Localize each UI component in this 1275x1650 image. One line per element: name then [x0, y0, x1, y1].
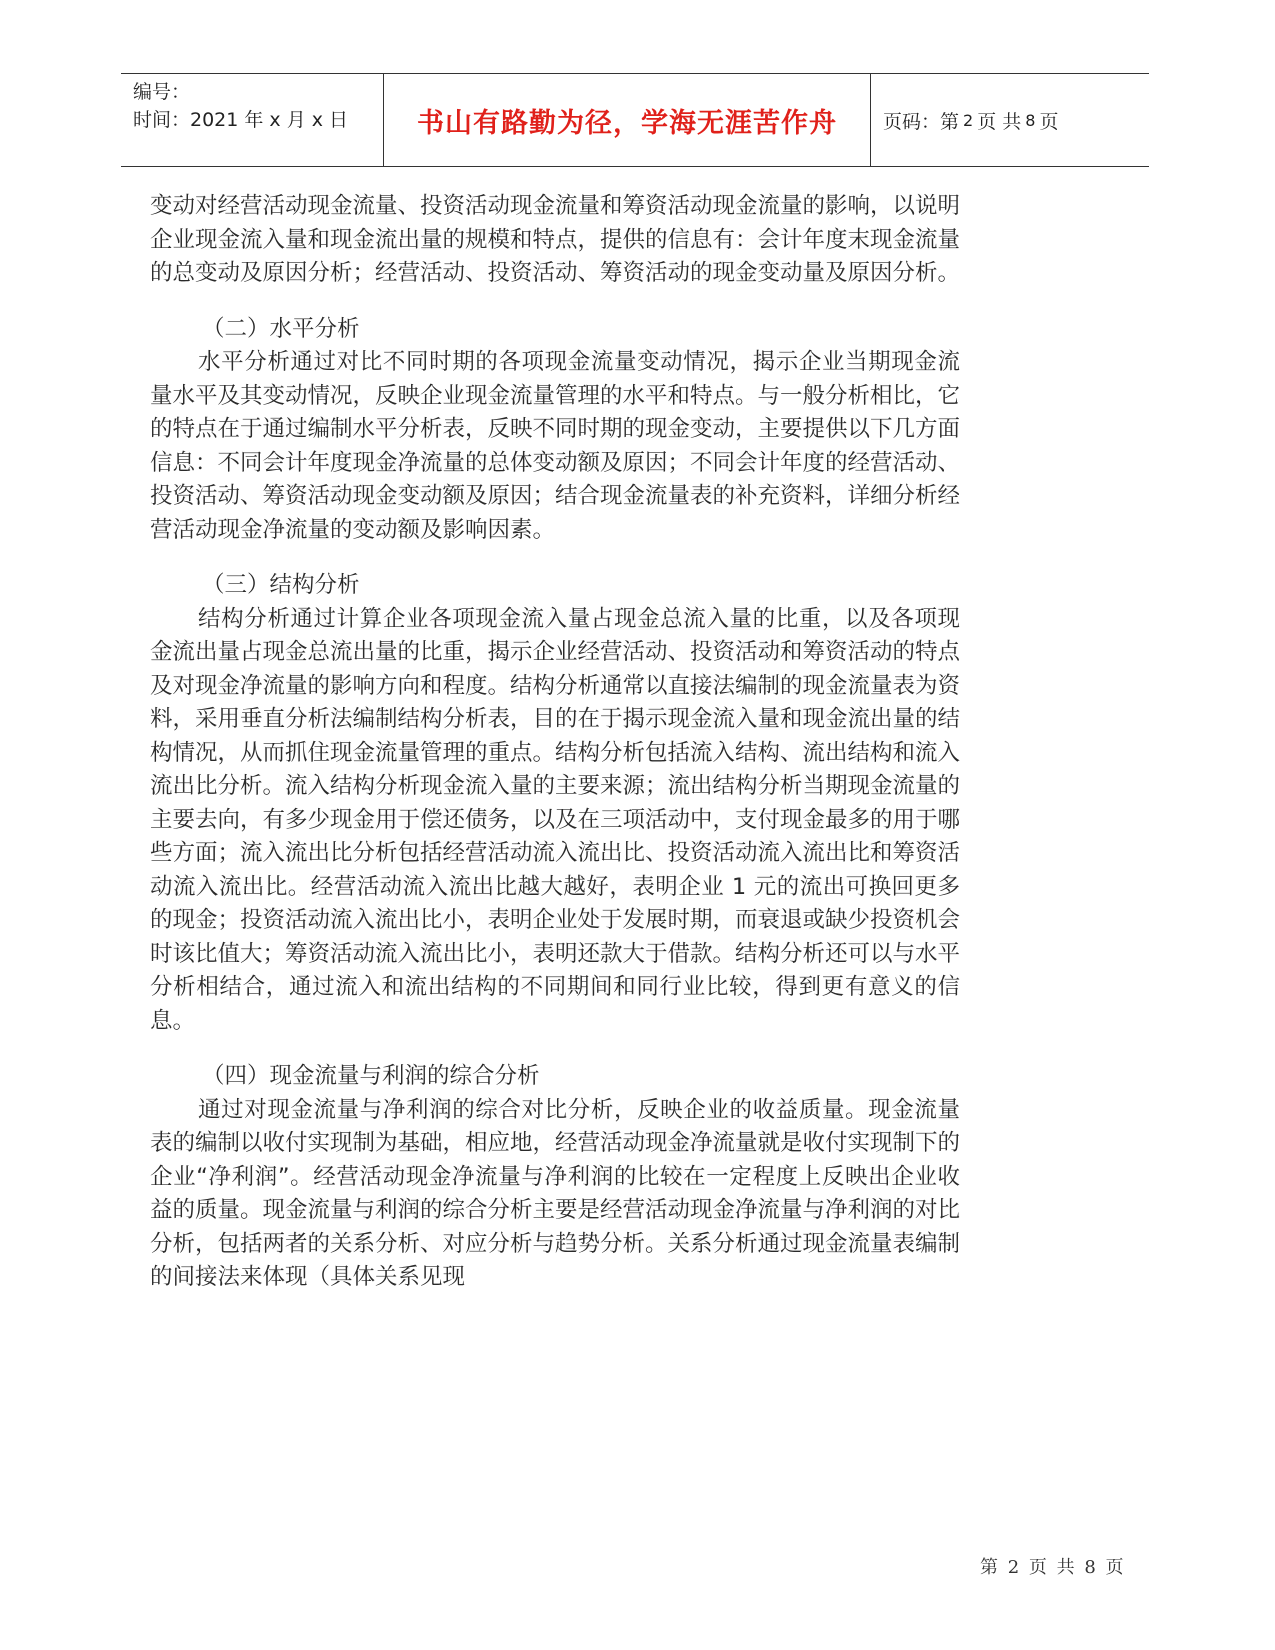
- section-heading-cashflow-profit-analysis: （四）现金流量与利润的综合分析: [202, 1063, 540, 1089]
- header-meta: [121, 74, 384, 166]
- page-total: 8: [1025, 110, 1036, 130]
- paragraph-horizontal-analysis: 水平分析通过对比不同时期的各项现金流量变动情况，揭示企业当期现金流量水平及其变动情况，反映企业现金流量管理的水平和特点。与一般分析相比，它的特点在于通过编制水平分析表，反映不同时期的现金变动，主要提供以下几方面信息：不同会计年度现金净流量的总体变动额及原因；不同会计年度的经营活动、投资活动、筹资活动现金变动额及原因；结合现金流量表的补充资料，详细分析经营活动现金净流量的变动额及影响因素。: [150, 349, 961, 543]
- paragraph-cashflow-profit-analysis: 通过对现金流量与净利润的综合对比分析，反映企业的收益质量。现金流量表的编制以收付实现制为基础，相应地，经营活动现金净流量就是收付实现制下的企业“净利润”。经营活动现金净流量与净利润的比较在一定程度上反映出企业收益的质量。现金流量与利润的综合分析主要是经营活动现金净流量与净利润的对比分析，包括两者的关系分析、对应分析与趋势分析。关系分析通过现金流量表编制的间接法来体现（具体关系见现: [150, 1096, 961, 1290]
- document-number-label: 编号：: [133, 81, 191, 103]
- page-mid: 页 共: [977, 110, 1022, 133]
- section-heading-horizontal-analysis: （二）水平分析: [202, 315, 360, 342]
- document-time: 时间：2021 年 x 月 x 日: [133, 109, 349, 131]
- page-header: [121, 73, 1149, 167]
- page-current: 2: [963, 110, 974, 130]
- header-page-number: [871, 74, 1149, 166]
- paragraph-continuation: 变动对经营活动现金流量、投资活动现金流量和筹资活动现金流量的影响，以说明企业现金流入量和现金流出量的规模和特点，提供的信息有：会计年度末现金流量的总变动及原因分析；经营活动、投资活动、筹资活动的现金变动量及原因分析。: [150, 193, 961, 286]
- header-motto: 书山有路勤为径，学海无涯苦作舟: [384, 74, 871, 166]
- page-suffix: 页: [1039, 110, 1059, 133]
- page-prefix: 页码：第: [883, 110, 960, 133]
- page-footer: 第 2 页 共 8 页: [980, 1557, 1126, 1578]
- section-heading-structure-analysis: （三）结构分析: [202, 572, 360, 598]
- document-body: [150, 190, 960, 1295]
- paragraph-structure-analysis: 结构分析通过计算企业各项现金流入量占现金总流入量的比重，以及各项现金流出量占现金总流出量的比重，揭示企业经营活动、投资活动和筹资活动的特点及对现金净流量的影响方向和程度。结构分析通常以直接法编制的现金流量表为资料，采用垂直分析法编制结构分析表，目的在于揭示现金流入量和现金流出量的结构情况，从而抓住现金流量管理的重点。结构分析包括流入结构、流出结构和流入流出比分析。流入结构分析现金流入量的主要来源；流出结构分析当期现金流量的主要去向，有多少现金用于偿还债务，以及在三项活动中，支付现金最多的用于哪些方面；流入流出比分析包括经营活动流入流出比、投资活动流入流出比和筹资活动流入流出比。经营活动流入流出比越大越好，表明企业 1 元的流出可换回更多的现金；投资活动流入流出比小，表明企业处于发展时期，而衰退或缺少投资机会时该比值大；筹资活动流入流出比小，表明还款大于借款。结构分析还可以与水平分析相结合，通过流入和流出结构的不同期间和同行业比较，得到更有意义的信息。: [150, 605, 961, 1034]
